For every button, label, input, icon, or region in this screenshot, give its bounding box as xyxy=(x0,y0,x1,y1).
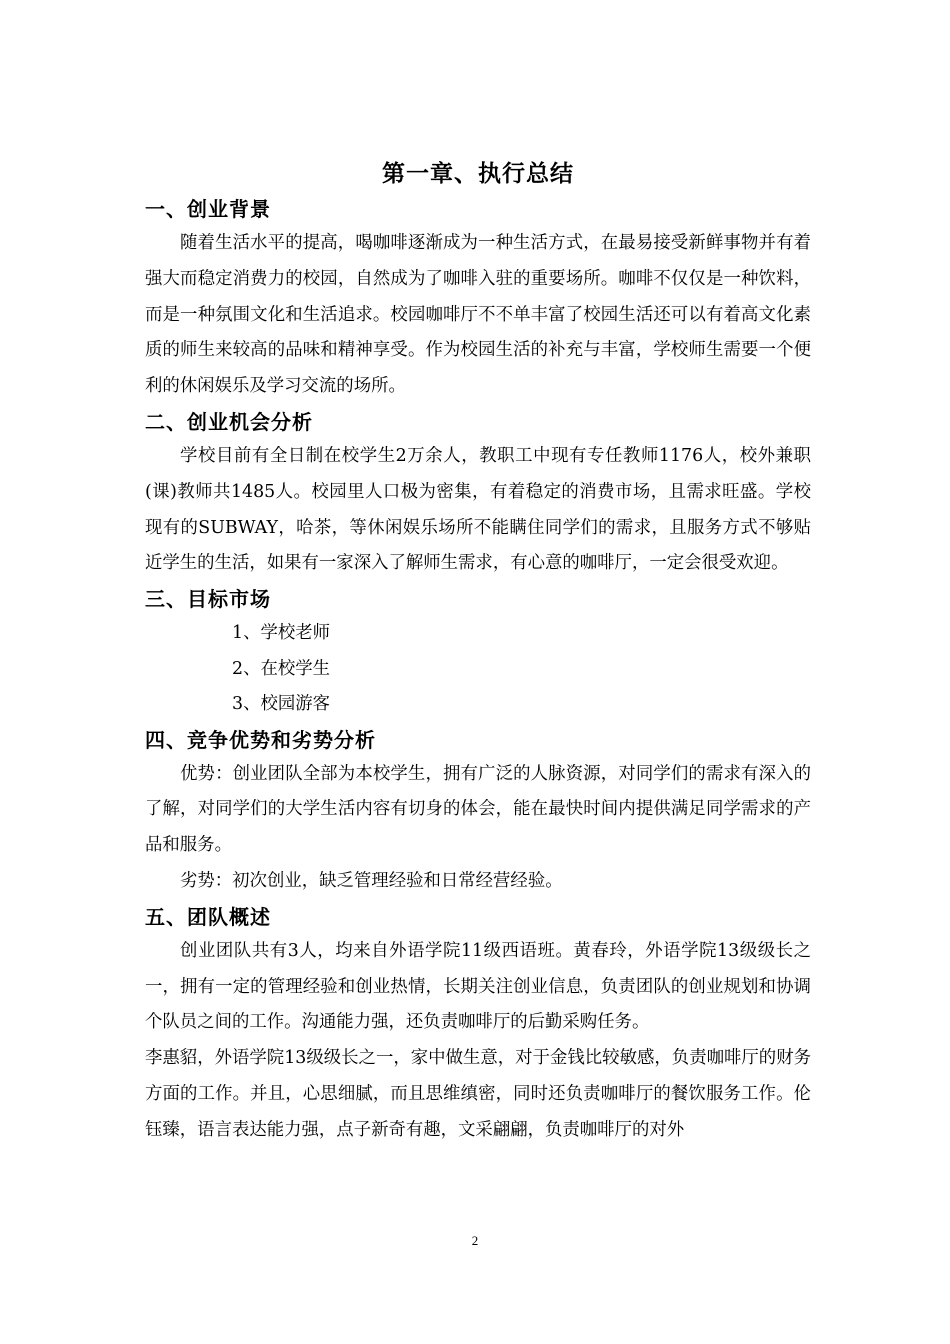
section-heading: 四、竞争优势和劣势分析 xyxy=(145,727,376,752)
paragraph: 随着生活水平的提高，喝咖啡逐渐成为一种生活方式，在最易接受新鲜事物并有着强大而稳定消费力的校园，自然成为了咖啡入驻的重要场所。咖啡不仅仅是一种饮料，而是一种氛围文化和生活追求。校园咖啡厅不不单丰富了校园生活还可以有着高文化素质的师生来较高的品味和精神享受。作为校园生活的补充与丰富，学校师生需要一个便利的休闲娱乐及学习交流的场所。 xyxy=(145,233,811,397)
chapter-title: 第一章、执行总结 xyxy=(382,161,574,187)
section-heading: 一、创业背景 xyxy=(145,197,271,221)
section-heading: 五、团队概述 xyxy=(145,904,271,929)
paragraph: 创业团队共有3人，均来自外语学院11级西语班。黄春玲，外语学院13级级长之一，拥有一定的管理经验和创业热情，长期关注创业信息，负责团队的创业规划和协调个队员之间的工作。沟通能力强，还负责咖啡厅的后勤采购任务。 xyxy=(145,940,811,1033)
document-page xyxy=(145,150,811,1149)
section-heading: 三、目标市场 xyxy=(145,587,271,612)
section-heading: 二、创业机会分析 xyxy=(145,409,313,434)
list-item: 2、在校学生 xyxy=(232,658,331,679)
paragraph: 优势：创业团队全部为本校学生，拥有广泛的人脉资源，对同学们的需求有深入的了解，对同学们的大学生活内容有切身的体会，能在最快时间内提供满足同学需求的产品和服务。 xyxy=(145,763,811,856)
section-target-market xyxy=(145,582,811,723)
paragraph: 学校目前有全日制在校学生2万余人，教职工中现有专任教师1176人，校外兼职(课)教师共1485人。校园里人口极为密集，有着稳定的消费市场，且需求旺盛。学校现有的SUBWAY，哈茶，等休闲娱乐场所不能瞒住同学们的需求，且服务方式不够贴近学生的生活，如果有一家深入了解师生需求，有心意的咖啡厅，一定会很受欢迎。 xyxy=(145,445,811,574)
section-opportunity xyxy=(145,405,811,582)
list-item: 3、校园游客 xyxy=(232,694,331,715)
section-competition xyxy=(145,723,811,900)
section-background xyxy=(145,192,811,405)
paragraph: 劣势：初次创业，缺乏管理经验和日常经营经验。 xyxy=(180,871,563,892)
page-number: 2 xyxy=(471,1233,479,1248)
paragraph: 李惠貂，外语学院13级级长之一，家中做生意，对于金钱比较敏感，负责咖啡厅的财务方面的工作。并且，心思细腻，而且思维缜密，同时还负责咖啡厅的餐饮服务工作。伦钰臻，语言表达能力强，点子新奇有趣，文采翩翩，负责咖啡厅的对外 xyxy=(145,1048,811,1140)
list-item: 1、学校老师 xyxy=(232,623,331,644)
section-team xyxy=(145,900,811,1149)
